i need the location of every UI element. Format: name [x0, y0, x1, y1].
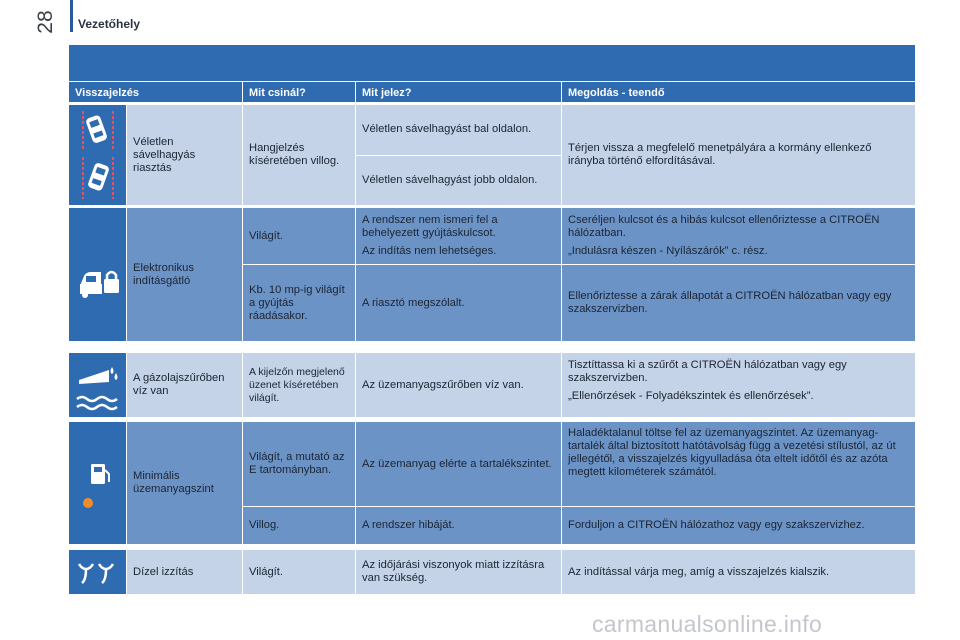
meaning-line: A rendszer nem ismeri fel a behelyezett gyújtáskulcsot.: [362, 214, 498, 239]
warning-light-table: [69, 81, 915, 584]
watermark: carmanualsonline.info: [592, 611, 823, 637]
solution-text: Ellenőriztesse a zárak állapotát a CITROËN hálózatban vagy egy szakszervizben.: [568, 290, 892, 315]
meaning-text: Az üzemanyag elérte a tartalékszintet.: [356, 422, 562, 506]
meaning-left: Véletlen sávelhagyást bal oldalon.: [362, 123, 532, 136]
warning-name: A gázolajszűrőben víz van: [127, 353, 243, 417]
meaning-text: [356, 208, 562, 264]
subrow: [243, 506, 915, 544]
table-row: [69, 208, 915, 341]
fuel-pump-icon: [69, 422, 127, 544]
subrows: [243, 422, 915, 544]
solution-text: [562, 208, 915, 264]
solution-line: Cseréljen kulcsot és a hibás kulcsot ellenőriztesse a CITROËN hálózatban.: [568, 214, 880, 239]
action-text: Világít.: [243, 208, 356, 264]
glow-plug-icon: [69, 550, 127, 594]
meaning-right: Véletlen sávelhagyást jobb oldalon.: [356, 155, 561, 206]
meaning-text: Az üzemanyagszűrőben víz van.: [356, 353, 562, 417]
table-row: [69, 105, 915, 205]
header-solution: Megoldás - teendő: [568, 87, 665, 99]
header-warning: Visszajelzés: [69, 82, 243, 102]
water-in-fuel-icon: [69, 353, 127, 417]
meaning-text: A riasztó megszólalt.: [356, 265, 562, 341]
solution-text: [562, 353, 915, 417]
table-header: [69, 81, 915, 103]
subrow: [243, 264, 915, 341]
header-meaning: Mit jelez?: [356, 82, 562, 102]
lane-departure-icon: [69, 105, 127, 205]
solution-text: Az indítással várja meg, amíg a visszajelzés kialszik.: [568, 565, 830, 578]
warning-name: Dízel izzítás: [127, 550, 243, 594]
warning-name: Minimális üzemanyagszint: [127, 422, 243, 544]
action-text: Hangjelzés kíséretében villog.: [243, 105, 356, 205]
solution-text: Haladéktalanul töltse fel az üzemanyagszintet. Az üzemanyag-tartalék által biztosított hatótávolság függ a vezetési stílustól, az út jellegétől, a visszajelzés kigyulladása óta eltelt időtől és az azóta megtett kilométerek számától.: [568, 427, 896, 478]
action-text: Világít.: [243, 550, 356, 594]
icon-cell: [69, 422, 127, 544]
solution-line: „Ellenőrzések - Folyadékszintek és ellenőrzések”.: [568, 390, 814, 402]
action-text: Világít, a mutató az E tartományban.: [243, 422, 356, 506]
subrow: [243, 208, 915, 264]
solution-line: Tisztíttassa ki a szűrőt a CITROËN hálózatban vagy egy szakszervizben.: [568, 359, 847, 384]
top-banner: [69, 45, 915, 81]
meaning-line: Az indítás nem lehetséges.: [362, 245, 497, 257]
warning-name: Véletlen sávelhagyás riasztás: [127, 105, 243, 205]
subrows: [243, 208, 915, 341]
meaning-stack: [356, 105, 562, 205]
header-action: Mit csinál?: [243, 82, 356, 102]
table-row: [69, 353, 915, 417]
table-row: [69, 550, 915, 594]
action-text: Villog.: [243, 507, 356, 544]
icon-cell: [69, 550, 127, 594]
action-text: A kijelzőn megjelenő üzenet kíséretében világít.: [243, 353, 356, 417]
solution-line: „Indulásra készen - Nyílászárók” c. rész.: [568, 245, 768, 257]
action-text: Kb. 10 mp-ig világít a gyújtás ráadásakor.: [243, 265, 356, 341]
fuel-warning-dot: [83, 498, 93, 508]
icon-cell: [69, 105, 127, 205]
meaning-text: Az időjárási viszonyok miatt izzításra van szükség.: [356, 550, 562, 594]
side-accent-bar: [70, 0, 73, 32]
icon-cell: [69, 353, 127, 417]
subrow: [243, 422, 915, 506]
icon-cell: [69, 208, 127, 341]
solution-text: Forduljon a CITROËN hálózathoz vagy egy szakszervizhez.: [568, 519, 865, 531]
warning-name: Elektronikus indításgátló: [127, 208, 243, 341]
page-number: 28: [34, 10, 57, 34]
table-row: [69, 422, 915, 544]
meaning-text: A rendszer hibáját.: [356, 507, 562, 544]
solution-text: Térjen vissza a megfelelő menetpályára a kormány ellenkező irányba történő elfordításával.: [568, 142, 872, 167]
car-key-lock-icon: [69, 208, 127, 341]
section-title: Vezetőhely: [78, 17, 141, 31]
